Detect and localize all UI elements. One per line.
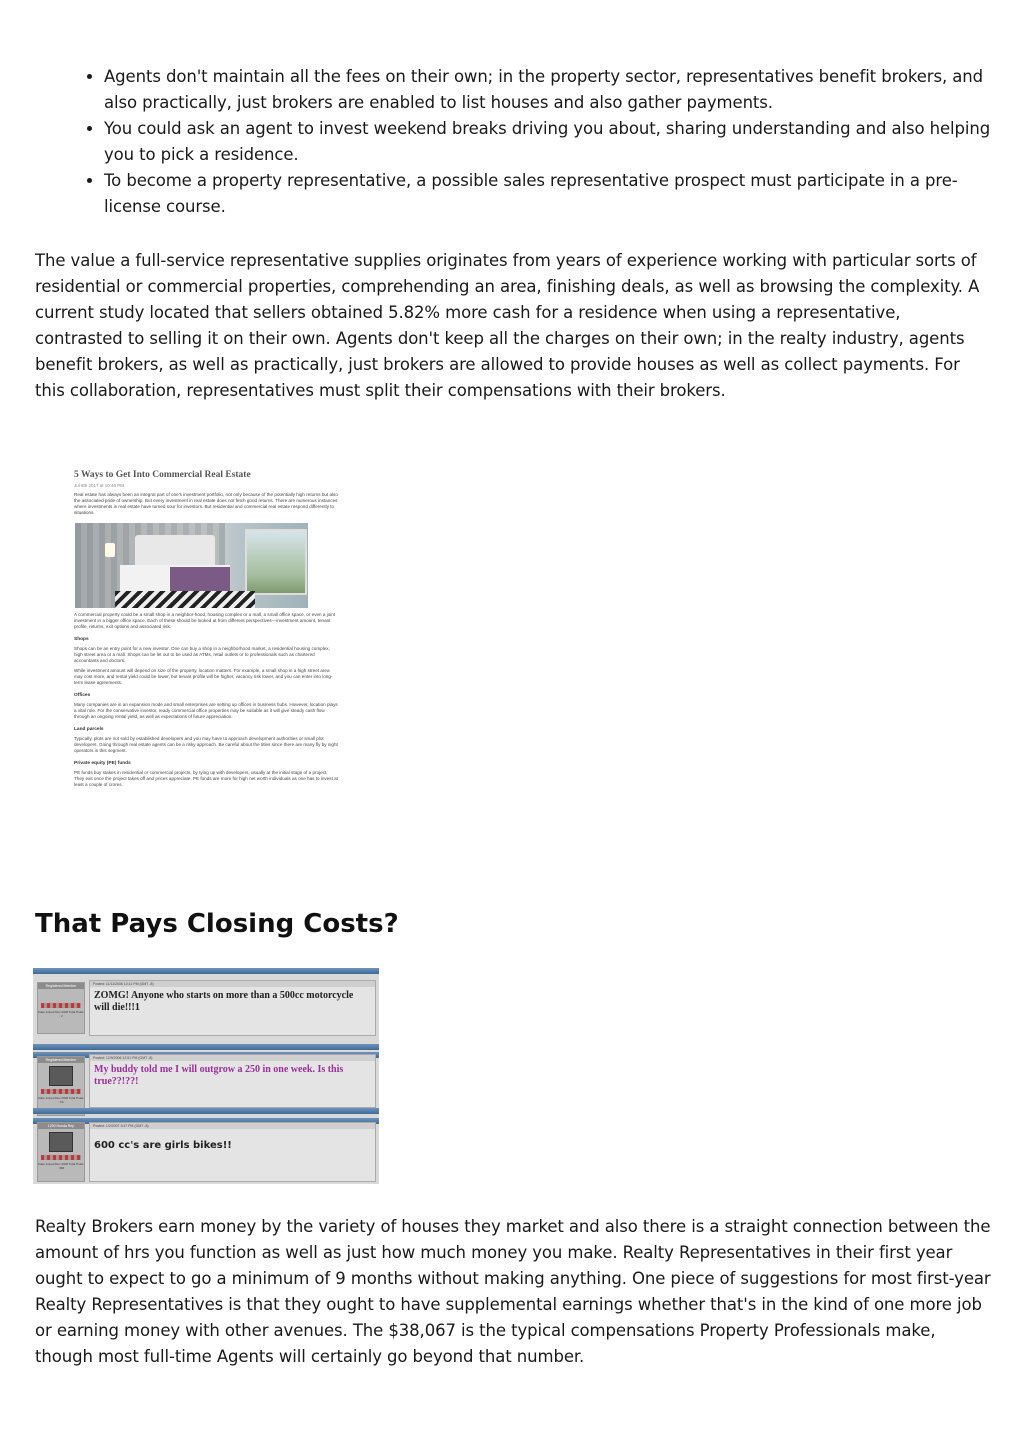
article-date: Jul 8th 2017 at 10:46 PM — [74, 483, 125, 488]
motorcycle-avatar — [49, 1066, 73, 1086]
article-title: 5 Ways to Get Into Commercial Real Estate — [74, 470, 251, 480]
post-message: 600 cc's are girls bikes!! — [94, 1140, 232, 1151]
article-paragraph: Typically, plots are not sold by established developers and you may have to approach development authorities or small plot developers. Going through real estate agents can be a risky approach. Be careful about the titles since there are many fly by night operators in this segment. — [74, 736, 338, 753]
post-action-icons — [41, 1155, 81, 1160]
article-screenshot-image — [70, 462, 342, 840]
article-subheading: Shops — [74, 637, 89, 642]
post-content — [89, 1122, 376, 1182]
section-heading: That Pays Closing Costs? — [35, 909, 399, 939]
post-author-panel — [37, 1122, 85, 1182]
bullet-item: • To become a property representative, a possible sales representative prospect must participate in a pre-license course. — [104, 168, 1004, 220]
article-subheading: Private equity (PE) funds — [74, 761, 131, 766]
bullet-item: • Agents don't maintain all the fees on their own; in the property sector, representatives benefit brokers, and also practically, just brokers are enabled to list houses and also gather payments. — [104, 64, 1004, 116]
post-action-icons — [41, 1003, 81, 1008]
author-stats: Date Joined Dec 2006 Total Posts : 384 — [38, 1162, 84, 1170]
bedroom-photo — [75, 523, 308, 608]
article-paragraph: While investment amount will depend on size of the property, location matters. For example, a small shop in a high street area may cost more, and rental yield could be lower, but tenant profile will be higher, vacancy risk lower, and you can enter into long-term lease agreements. — [74, 668, 333, 685]
article-paragraph: PE funds buy stakes in residential or commercial projects, by tying up with developers, usually at the initial stage of a project. They exit once the project takes off and prices appreciate. PE funds are more for high net worth individuals as one has to invest at least a couple of crores. — [74, 770, 338, 787]
article-subheading: Offices — [74, 693, 91, 698]
forum-post — [33, 1122, 379, 1184]
post-meta: Posted: 11/11/2006 10:11 PM (GMT -8) — [90, 981, 375, 987]
post-divider — [33, 1044, 379, 1050]
bullet-list — [84, 64, 1004, 220]
author-rank: 1230 Honda Rep — [38, 1123, 84, 1129]
author-rank: Registered Member — [38, 1057, 84, 1063]
article-paragraph: Many companies are in an expansion mode and small enterprises are setting up offices in business hubs. However, location plays a vital role. For the conservative investor, ready commercial office properties may be suitable as it will give steady cash flow through an ongoing rental yield, as well as expectations of future appreciation. — [74, 702, 338, 719]
post-message: My buddy told me I will outgrow a 250 in one week. Is this true??!??! — [94, 1064, 344, 1087]
post-author-panel — [37, 1056, 85, 1116]
article-paragraph: A commercial property could be a small shop in a neighbor-hood, housing complex or a mall, a small office space, or even a joint investment in a bigger office space. Each of these should be looked at from different perspectives—investment amount, tenant profile, returns, exit options and associated risk. — [74, 612, 336, 629]
post-meta: Posted: 12/9/2006 12:51 PM (GMT -8) — [90, 1055, 375, 1061]
body-paragraph: Realty Brokers earn money by the variety of houses they market and also there is a straight connection between the amount of hrs you function as well as just how much money you make. Realty Representatives in their first year ought to expect to go a minimum of 9 months without making anything. One piece of suggestions for most first-year Realty Representatives is that they ought to have supplemental earnings whether that's in the kind of one more job or earning money with other avenues. The $38,067 is the typical compensations Property Professionals make, though most full-time Agents will certainly go beyond that number. — [35, 1217, 991, 1366]
article-subheading: Land parcels — [74, 727, 104, 732]
motorcycle-avatar — [49, 1132, 73, 1152]
forum-post — [33, 1054, 379, 1116]
forum-screenshot-image — [33, 968, 379, 1184]
bullet-item: • You could ask an agent to invest weekend breaks driving you about, sharing understanding and also helping you to pick a residence. — [104, 116, 1004, 168]
article-paragraph: Real estate has always been an integral part of one's investment portfolio, not only because of the potentially high returns but also the associated pride of ownership. But every investment in real estate does not fetch good returns. There are numerous instances where investments in real estate have turned sour for investors. But residential and commercial real estate respond differently to situations. — [74, 492, 338, 515]
author-stats: Date Joined Nov 2006 Total Posts : 2 — [38, 1010, 84, 1018]
post-meta: Posted: 1/2/2007 3:47 PM (GMT -8) — [90, 1123, 375, 1129]
post-content — [89, 980, 376, 1036]
post-author-panel — [37, 982, 85, 1034]
post-action-icons — [41, 1089, 81, 1094]
post-divider — [33, 1108, 379, 1114]
post-divider — [33, 968, 379, 974]
post-content — [89, 1054, 376, 1108]
author-rank: Registered Member — [38, 983, 84, 989]
article-paragraph: Shops can be an entry point for a new investor. One can buy a shop in a neighborhood market, a residential housing complex, high street area or a mall. Shops can be let out to be used as ATMs, retail outlets or to professionals such as chartered accountants and doctors. — [74, 646, 330, 663]
forum-post — [33, 978, 379, 1040]
post-message: ZOMG! Anyone who starts on more than a 500cc motorcycle will die!!!1 — [94, 990, 354, 1013]
author-stats: Date Joined Dec 2006 Total Posts : 54 — [38, 1096, 84, 1104]
body-paragraph: The value a full-service representative supplies originates from years of experience working with particular sorts of residential or commercial properties, comprehending an area, finishing deals, as well as browsing the complexity. A current study located that sellers obtained 5.82% more cash for a residence when using a representative, contrasted to selling it on their own. Agents don't keep all the charges on their own; in the realty industry, agents benefit brokers, as well as practically, just brokers are allowed to provide houses as well as collect payments. For this collaboration, representatives must split their compensations with their brokers. — [35, 251, 980, 400]
